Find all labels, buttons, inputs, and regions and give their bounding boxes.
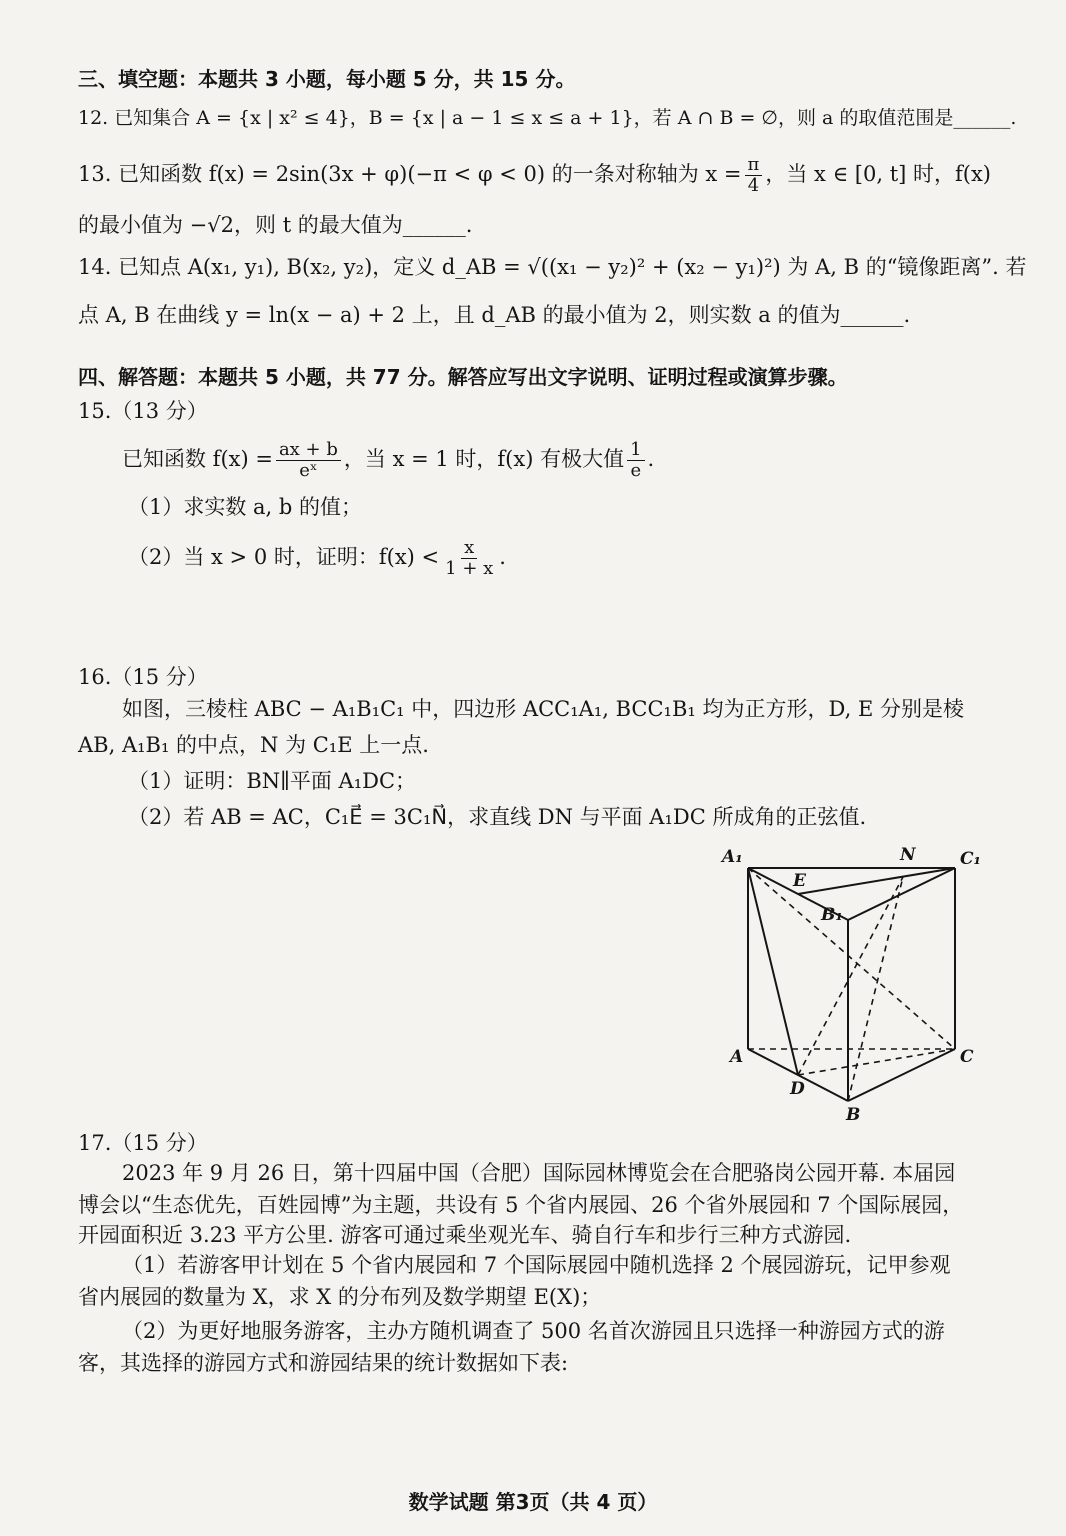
section3-heading: 三、填空题：本题共 3 小题，每小题 5 分，共 15 分。 (78, 67, 576, 91)
segment-B-N-hidden (848, 877, 903, 1101)
question-16-sub2: （2）若 AB = AC，C₁E⃗ = 3C₁N⃗，求直线 DN 与平面 A₁DC 所成角的正弦值. (128, 805, 867, 829)
question-14-line2: 点 A, B 在曲线 y = ln(x − a) + 2 上，且 d_AB 的最小值为 2，则实数 a 的值为______. (78, 303, 911, 327)
question-12: 12. 已知集合 A = {x | x² ≤ 4}，B = {x | a − 1 ≤ x ≤ a + 1}，若 A ∩ B = ∅，则 a 的取值范围是______. (78, 107, 1017, 129)
q15-fraction-1 (276, 440, 341, 481)
q15-frac3-num: x (461, 538, 477, 559)
question-17-sub2-line2: 客，其选择的游园方式和游园结果的统计数据如下表: (78, 1351, 569, 1375)
question-17-sub1-line2: 省内展园的数量为 X，求 X 的分布列及数学期望 E(X)； (78, 1285, 602, 1309)
question-15-stem (122, 440, 654, 481)
label-C1: C₁ (960, 849, 981, 869)
q13-text-b: ，当 x ∈ [0, t] 时，f(x) (765, 162, 992, 186)
segment-A1-D (748, 868, 798, 1075)
label-A: A (730, 1047, 744, 1067)
q15-fraction-3 (442, 538, 496, 579)
question-17-sub1-line1: （1）若游客甲计划在 5 个省内展园和 7 个国际展园中随机选择 2 个展园游玩，记甲参观 (122, 1253, 951, 1277)
label-B: B (846, 1105, 861, 1125)
q15-frac2-den: e (630, 460, 642, 481)
label-D: D (790, 1079, 805, 1099)
question-17-stem-line3: 开园面积近 3.23 平方公里. 游客可通过乘坐观光车、骑自行车和步行三种方式游园. (78, 1223, 852, 1247)
section4-heading: 四、解答题：本题共 5 小题，共 77 分。解答应写出文字说明、证明过程或演算步骤。 (78, 365, 848, 389)
q13-text-a: 13. 已知函数 f(x) = 2sin(3x + φ)(−π < φ < 0) 的一条对称轴为 x = (78, 162, 742, 186)
question-15-sub2 (128, 538, 506, 579)
prism-figure (720, 836, 990, 1126)
question-13-line2: 的最小值为 −√2，则 t 的最大值为______. (78, 213, 473, 237)
q13-fraction (745, 155, 763, 196)
label-B1: B₁ (821, 905, 843, 925)
question-17-stem-line1: 2023 年 9 月 26 日，第十四届中国（合肥）国际园林博览会在合肥骆岗公园开幕. 本届园 (122, 1161, 956, 1185)
q15-frac3-den: 1 + x (445, 558, 494, 579)
q15-sub2-b: . (499, 545, 506, 569)
edge-B1-C1 (848, 868, 955, 920)
question-17-stem-line2: 博会以“生态优先，百姓园博”为主题，共设有 5 个省内展园、26 个省外展园和 7 个国际展园， (78, 1193, 964, 1217)
q15-frac2-num: 1 (627, 440, 644, 461)
q15-sub2-a: （2）当 x > 0 时，证明：f(x) < (128, 545, 440, 569)
label-A1: A₁ (722, 847, 743, 867)
q15-fraction-2 (627, 440, 644, 481)
q15-frac1-den: eˣ (299, 460, 318, 481)
question-16-header: 16.（15 分） (78, 665, 208, 689)
question-15-sub1: （1）求实数 a, b 的值； (128, 495, 363, 519)
question-16-sub1: （1）证明：BN∥平面 A₁DC； (128, 769, 417, 793)
label-E: E (793, 871, 806, 891)
q13-frac-num: π (745, 155, 763, 176)
segment-D-N-hidden (798, 877, 903, 1075)
q15-stem-a: 已知函数 f(x) = (122, 447, 273, 471)
question-13-line1 (78, 155, 991, 196)
label-N: N (900, 845, 916, 865)
question-17-sub2-line1: （2）为更好地服务游客，主办方随机调查了 500 名首次游园且只选择一种游园方式的游 (122, 1319, 945, 1343)
q15-frac1-num: ax + b (276, 440, 341, 461)
edge-B-C (848, 1049, 955, 1101)
segment-A1-C-hidden (748, 868, 955, 1049)
segment-D-C-hidden (798, 1049, 955, 1075)
page-footer: 数学试题 第3页（共 4 页） (408, 1490, 658, 1514)
question-16-stem-line1: 如图，三棱柱 ABC − A₁B₁C₁ 中，四边形 ACC₁A₁, BCC₁B₁ 均为正方形，D, E 分别是棱 (122, 697, 964, 721)
segment-C1-E (798, 868, 955, 894)
question-17-header: 17.（15 分） (78, 1131, 208, 1155)
question-14-line1: 14. 已知点 A(x₁, y₁), B(x₂, y₂)，定义 d_AB = √((x₁ − y₂)² + (x₂ − y₁)²) 为 A, B 的“镜像距离”. 若 (78, 255, 1027, 279)
q15-stem-c: . (647, 447, 655, 471)
q15-stem-b: ，当 x = 1 时，f(x) 有极大值 (343, 447, 625, 471)
q13-frac-den: 4 (747, 175, 760, 196)
question-15-header: 15.（13 分） (78, 399, 208, 423)
label-C: C (960, 1047, 974, 1067)
question-16-stem-line2: AB, A₁B₁ 的中点，N 为 C₁E 上一点. (78, 733, 429, 757)
